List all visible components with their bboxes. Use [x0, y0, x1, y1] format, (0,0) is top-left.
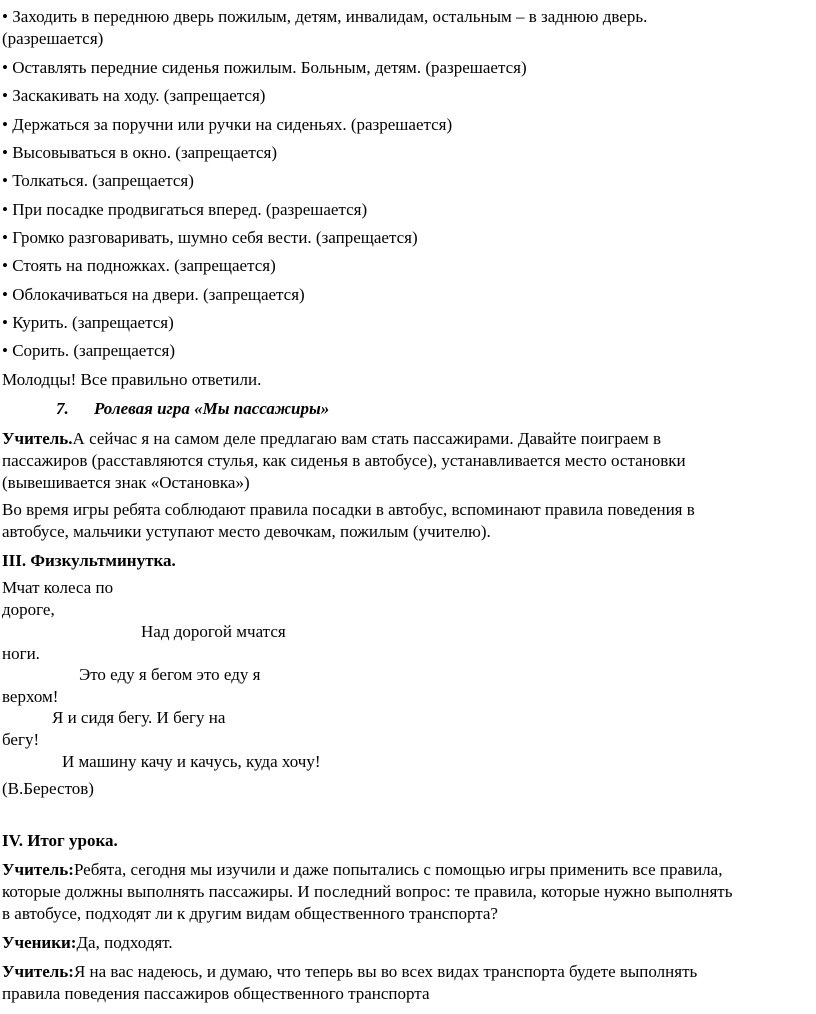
- summary-teacher2-line-2: правила поведения пассажиров общественного транспорта: [2, 984, 430, 1003]
- poem-author: (В.Берестов): [2, 779, 94, 798]
- teacher-label: Учитель:: [2, 962, 74, 981]
- rule-item-8: • Громко разговаривать, шумно себя вести. (запрещается): [2, 228, 418, 247]
- poem-line: Я и сидя бегу. И бегу на: [52, 708, 226, 727]
- summary-teacher-line-2: которые должны выполнять пассажиры. И последний вопрос: те правила, которые нужно выполнять: [2, 882, 733, 901]
- poem-line: И машину качу и качусь, куда хочу!: [62, 752, 321, 771]
- physminute-heading: III. Физкультминутка.: [2, 551, 176, 570]
- teacher-text: А сейчас я на самом деле предлагаю вам стать пассажирами. Давайте поиграем в: [72, 429, 662, 448]
- teacher-text: Ребята, сегодня мы изучили и даже попытались с помощью игры применить все правила,: [73, 860, 723, 879]
- poem-line: Это еду я бегом это еду я: [79, 665, 261, 684]
- rule-item-7: • При посадке продвигаться вперед. (разрешается): [2, 200, 368, 219]
- pupils-answer: [2, 933, 173, 953]
- game-desc-line-2: автобусе, мальчики уступают место девочкам, пожилым (учителю).: [2, 522, 491, 541]
- summary-teacher2-line-1: [2, 962, 697, 982]
- game-number: 7.: [56, 399, 69, 418]
- pupils-label: Ученики:: [2, 933, 77, 952]
- teacher-text: Я на вас надеюсь, и думаю, что теперь вы во всех видах транспорта будете выполнять: [73, 962, 698, 981]
- game-teacher-line-2: пассажиров (расставляются стулья, как сиденья в автобусе), устанавливается место остановки: [2, 451, 686, 470]
- rule-item-1-line-2: (разрешается): [2, 29, 104, 48]
- poem-line: бегу!: [2, 730, 40, 749]
- summary-teacher-line-3: в автобусе, подходят ли к другим видам общественного транспорта?: [2, 904, 498, 923]
- rule-item-11: • Курить. (запрещается): [2, 313, 174, 332]
- rule-item-2: • Оставлять передние сиденья пожилым. Больным, детям. (разрешается): [2, 58, 527, 77]
- game-teacher-line-3: (вывешивается знак «Остановка»): [2, 473, 250, 492]
- poem-line: верхом!: [2, 687, 59, 706]
- game-desc-line-1: Во время игры ребята соблюдают правила посадки в автобус, вспоминают правила поведения в: [2, 500, 695, 519]
- rule-item-3: • Заскакивать на ходу. (запрещается): [2, 86, 266, 105]
- teacher-label: Учитель.: [2, 429, 73, 448]
- game-teacher-line-1: [2, 429, 661, 449]
- praise-text: Молодцы! Все правильно ответили.: [2, 370, 262, 389]
- rule-item-1-line-1: • Заходить в переднюю дверь пожилым, детям, инвалидам, остальным – в заднюю дверь.: [2, 7, 648, 26]
- rule-item-9: • Стоять на подножках. (запрещается): [2, 256, 276, 275]
- rule-item-4: • Держаться за поручни или ручки на сиденьях. (разрешается): [2, 115, 453, 134]
- pupils-text: Да, подходят.: [76, 933, 173, 952]
- rule-item-6: • Толкаться. (запрещается): [2, 171, 194, 190]
- teacher-label: Учитель:: [2, 860, 74, 879]
- poem-line: Над дорогой мчатся: [141, 622, 286, 641]
- poem-line: ноги.: [2, 644, 40, 663]
- summary-heading: IV. Итог урока.: [2, 831, 118, 850]
- poem-line: Мчат колеса по: [2, 578, 114, 597]
- summary-teacher-line-1: [2, 860, 722, 880]
- game-title: Ролевая игра «Мы пассажиры»: [94, 399, 330, 418]
- rule-item-12: • Сорить. (запрещается): [2, 341, 176, 360]
- rule-item-10: • Облокачиваться на двери. (запрещается): [2, 285, 305, 304]
- poem-line: дороге,: [2, 600, 55, 619]
- rule-item-5: • Высовываться в окно. (запрещается): [2, 143, 277, 162]
